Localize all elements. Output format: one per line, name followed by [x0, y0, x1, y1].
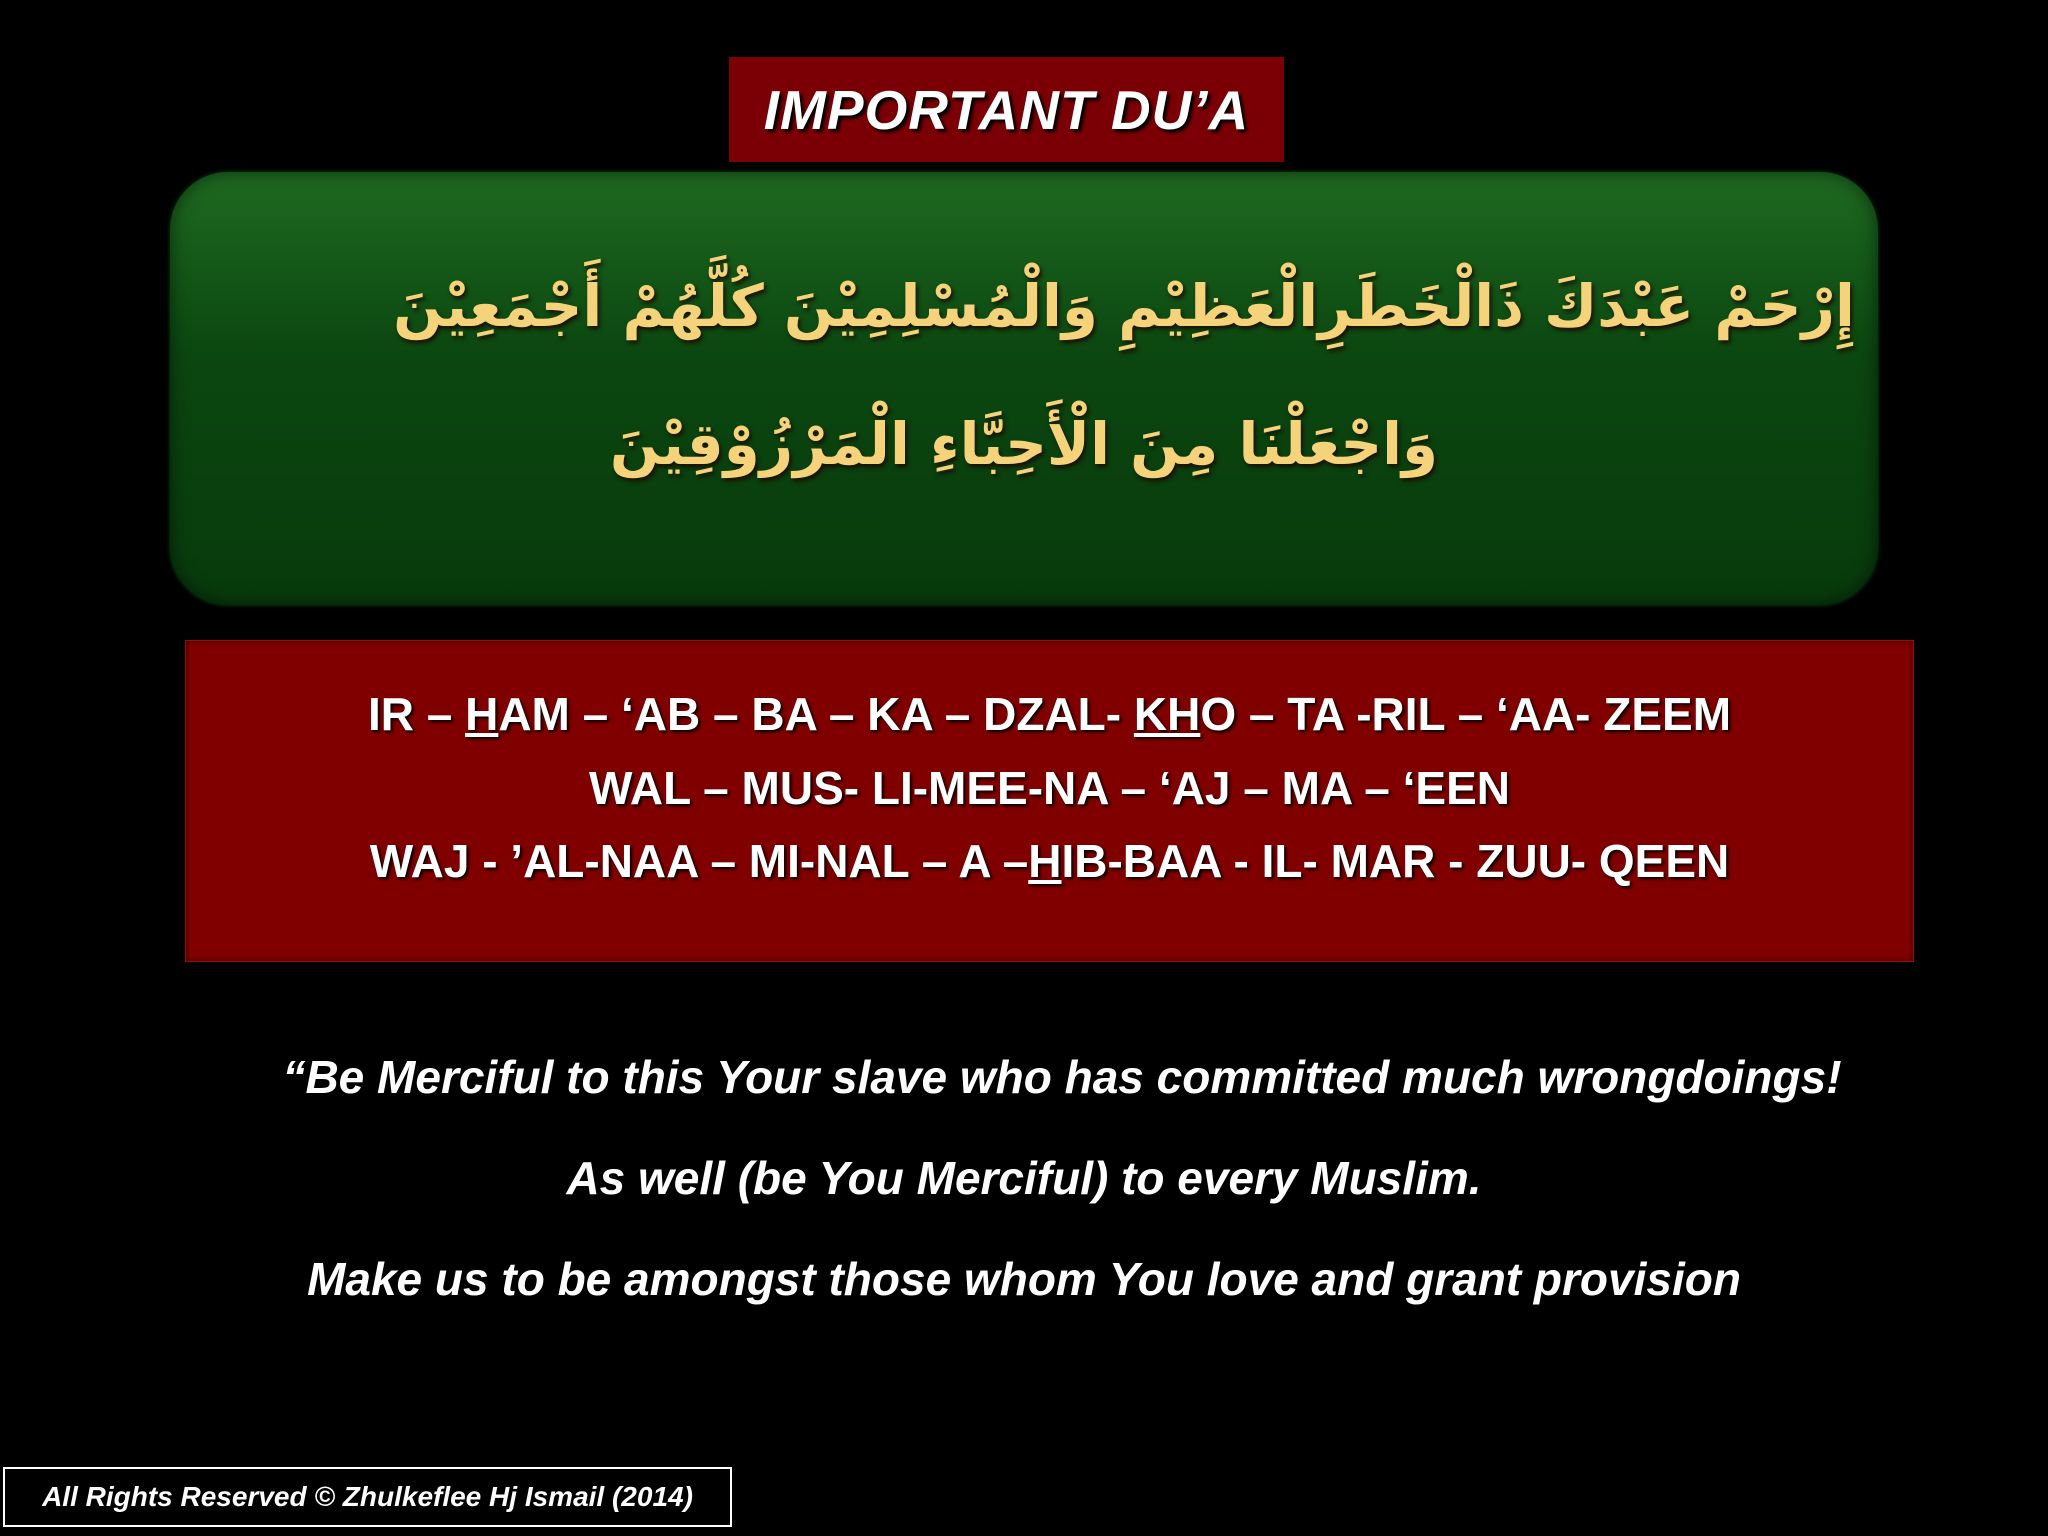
transliteration-segment: WAJ - ’AL-NAA – MI-NAL – A – — [369, 835, 1029, 887]
translation-line-3: Make us to be amongst those whom You love and grant provision — [307, 1253, 1741, 1305]
underlined-letters: KH — [1133, 688, 1201, 740]
arabic-line-2: وَاجْعَلْنَا مِنَ الْأَحِبَّاءِ الْمَرْزُوْقِيْنَ — [609, 410, 1439, 478]
transliteration-line-3 — [186, 834, 1913, 888]
title-banner — [729, 57, 1284, 162]
transliteration-segment: AM – ‘AB – BA – KA – DZAL- — [498, 688, 1134, 740]
translation-line-1: “Be Merciful to this Your slave who has committed much wrongdoings! — [282, 1051, 1842, 1103]
page-title: IMPORTANT DU’A — [763, 78, 1250, 141]
transliteration-line-2: WAL – MUS- LI-MEE-NA – ‘AJ – MA – ‘EEN — [589, 762, 1510, 814]
transliteration-segment: IB-BAA - IL- MAR - ZUU- QEEN — [1061, 835, 1730, 887]
transliteration-line-1 — [186, 687, 1913, 741]
transliteration-segment: O – TA -RIL – ‘AA- ZEEM — [1200, 688, 1732, 740]
copyright-notice — [3, 1467, 732, 1527]
arabic-text-panel — [170, 172, 1878, 605]
translation-line-2: As well (be You Merciful) to every Muslim. — [566, 1152, 1482, 1204]
transliteration-segment: IR – — [367, 688, 466, 740]
underlined-letters: H — [465, 688, 499, 740]
underlined-letters: H — [1028, 835, 1062, 887]
transliteration-panel — [185, 640, 1914, 962]
copyright-text: All Rights Reserved © Zhulkeflee Hj Ismail (2014) — [42, 1481, 693, 1512]
arabic-line-1: إِرْحَمْ عَبْدَكَ ذَالْخَطَرِالْعَظِيْمِ وَالْمُسْلِمِيْنَ كُلَّهُمْ أَجْمَعِيْنَ — [393, 272, 1855, 340]
